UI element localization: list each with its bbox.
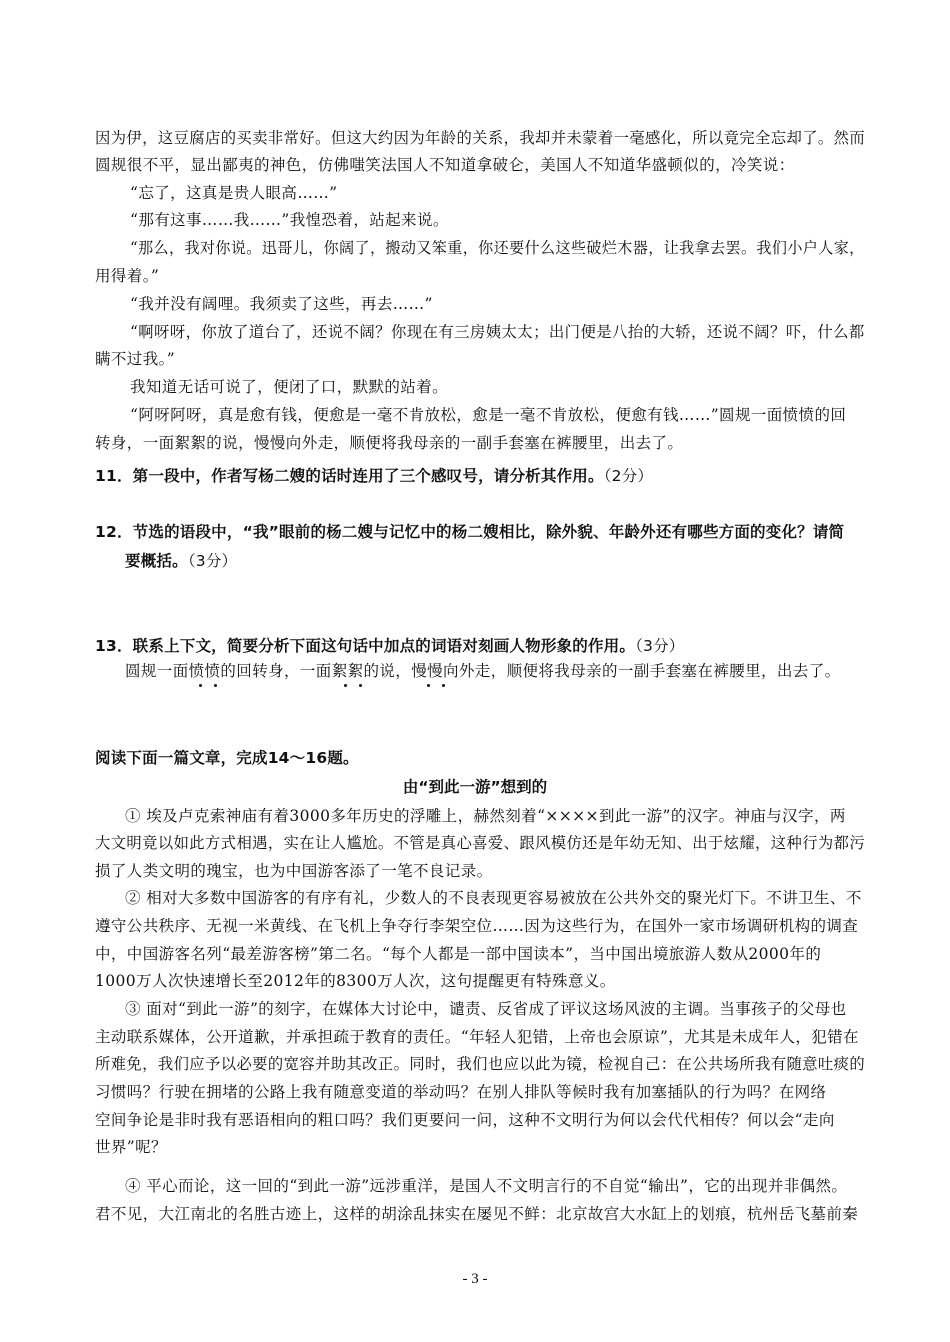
article-line: 中，中国游客名列“最差游客榜”第二名。“每个人都是一部中国读本”，当中国出境旅游人数从2000年的 bbox=[95, 945, 822, 963]
question-text: 13．联系上下文，简要分析下面这句话中加点的词语对刻画人物形象的作用。 bbox=[95, 637, 636, 655]
passage-line: 用得着。” bbox=[95, 267, 160, 285]
article-title: 由“到此一游”想到的 bbox=[402, 778, 548, 796]
passage-line: “啊呀呀，你放了道台了，还说不阔？你现在有三房姨太太；出门便是八抬的大轿，还说不阔？吓，什么都 bbox=[130, 323, 865, 341]
question-13 bbox=[95, 636, 685, 656]
question-11 bbox=[95, 466, 653, 486]
passage-line: “阿呀阿呀，真是愈有钱，便愈是一毫不肯放松，愈是一毫不肯放松，便愈有钱……”圆规一面愤愤的回 bbox=[130, 406, 847, 424]
question-points: （2分） bbox=[603, 467, 654, 485]
article-line: 世界”呢？ bbox=[95, 1138, 167, 1156]
question-points: （3分） bbox=[187, 552, 238, 570]
passage-line: “那有这事……我……”我惶恐着，站起来说。 bbox=[130, 211, 449, 229]
emphasis-dot bbox=[214, 684, 217, 687]
question-12-cont bbox=[125, 551, 237, 571]
passage-line: 圆规很不平，显出鄙夷的神色，仿佛嗤笑法国人不知道拿破仑，美国人不知道华盛顿似的，冷笑说： bbox=[95, 156, 795, 174]
passage-line: “忘了，这真是贵人眼高……” bbox=[130, 184, 338, 202]
question-13-quote: 圆规一面愤愤的回转身，一面絮絮的说，慢慢向外走，顺便将我母亲的一副手套塞在裤腰里，出去了。 bbox=[125, 662, 841, 680]
article-line: 空间争论是非时我有恶语相向的粗口吗？我们更要问一问，这种不文明行为何以会代代相传？何以会“走向 bbox=[95, 1111, 835, 1129]
emphasis-dot bbox=[344, 684, 347, 687]
passage-line: “我并没有阔哩。我须卖了这些，再去……” bbox=[130, 295, 433, 313]
article-line: 所难免，我们应予以必要的宽容并助其改正。同时，我们也应以此为镜，检视自己：在公共场所我有随意吐痰的 bbox=[95, 1055, 866, 1073]
article-line: ① 埃及卢克索神庙有着3000多年历史的浮雕上，赫然刻着“××××到此一游”的汉字。神庙与汉字，两 bbox=[125, 807, 846, 825]
article-line: ③ 面对“到此一游”的刻字，在媒体大讨论中，谴责、反省成了评议这场风波的主调。当事孩子的父母也 bbox=[125, 1000, 847, 1018]
question-text: 要概括。 bbox=[125, 552, 188, 570]
passage-line: 我知道无话可说了，便闭了口，默默的站着。 bbox=[130, 378, 449, 396]
passage-line: “那么，我对你说。迅哥儿，你阔了，搬动又笨重，你还要什么这些破烂木器，让我拿去罢。我们小户人家， bbox=[130, 239, 865, 257]
article-line: 损了人类文明的瑰宝，也为中国游客添了一笔不良记录。 bbox=[95, 862, 493, 880]
passage-line: 瞒不过我。” bbox=[95, 350, 176, 368]
question-text: 11．第一段中，作者写杨二嫂的话时连用了三个感叹号，请分析其作用。 bbox=[95, 467, 604, 485]
emphasis-dot bbox=[359, 684, 362, 687]
article-line: ④ 平心而论，这一回的“到此一游”远涉重洋，是国人不文明言行的不自觉“输出”，它的出现并非偶然。 bbox=[125, 1177, 848, 1195]
article-line: 遵守公共秩序、无视一米黄线、在飞机上争夺行李架空位……因为这些行为，在国外一家市场调研机构的调查 bbox=[95, 917, 859, 935]
question-12: 12．节选的语段中，“我”眼前的杨二嫂与记忆中的杨二嫂相比，除外貌、年龄外还有哪些方面的变化？请简 bbox=[95, 523, 845, 541]
question-points: （3分） bbox=[635, 637, 685, 655]
page-number: - 3 - bbox=[462, 1271, 488, 1287]
emphasis-dot bbox=[442, 684, 445, 687]
article-line: 主动联系媒体，公开道歉，并承担疏于教育的责任。“年轻人犯错，上帝也会原谅”，尤其是未成年人，犯错在 bbox=[95, 1028, 859, 1046]
article-line: 1000万人次快速增长至2012年的8300万人次，这句提醒更有特殊意义。 bbox=[95, 972, 616, 990]
article-line: ② 相对大多数中国游客的有序有礼，少数人的不良表现更容易被放在公共外交的聚光灯下。不讲卫生、不 bbox=[125, 889, 862, 907]
article-line: 习惯吗？行驶在拥堵的公路上我有随意变道的举动吗？在别人排队等候时我有加塞插队的行为吗？在网络 bbox=[95, 1083, 827, 1101]
reading-instruction: 阅读下面一篇文章，完成14～16题。 bbox=[95, 749, 359, 767]
emphasis-dot bbox=[427, 684, 430, 687]
passage-line: 因为伊，这豆腐店的买卖非常好。但这大约因为年龄的关系，我却并未蒙着一毫感化，所以竟完全忘却了。然而 bbox=[95, 129, 866, 147]
article-line: 君不见，大江南北的名胜古迹上，这样的胡涂乱抹实在屡见不鲜：北京故宫大水缸上的划痕，杭州岳飞墓前秦 bbox=[95, 1205, 859, 1223]
emphasis-dot bbox=[199, 684, 202, 687]
article-line: 大文明竟以如此方式相遇，实在让人尴尬。不管是真心喜爱、跟风模仿还是年幼无知、出于炫耀，这种行为都污 bbox=[95, 834, 866, 852]
passage-line: 转身，一面絮絮的说，慢慢向外走，顺便将我母亲的一副手套塞在裤腰里，出去了。 bbox=[95, 434, 684, 452]
